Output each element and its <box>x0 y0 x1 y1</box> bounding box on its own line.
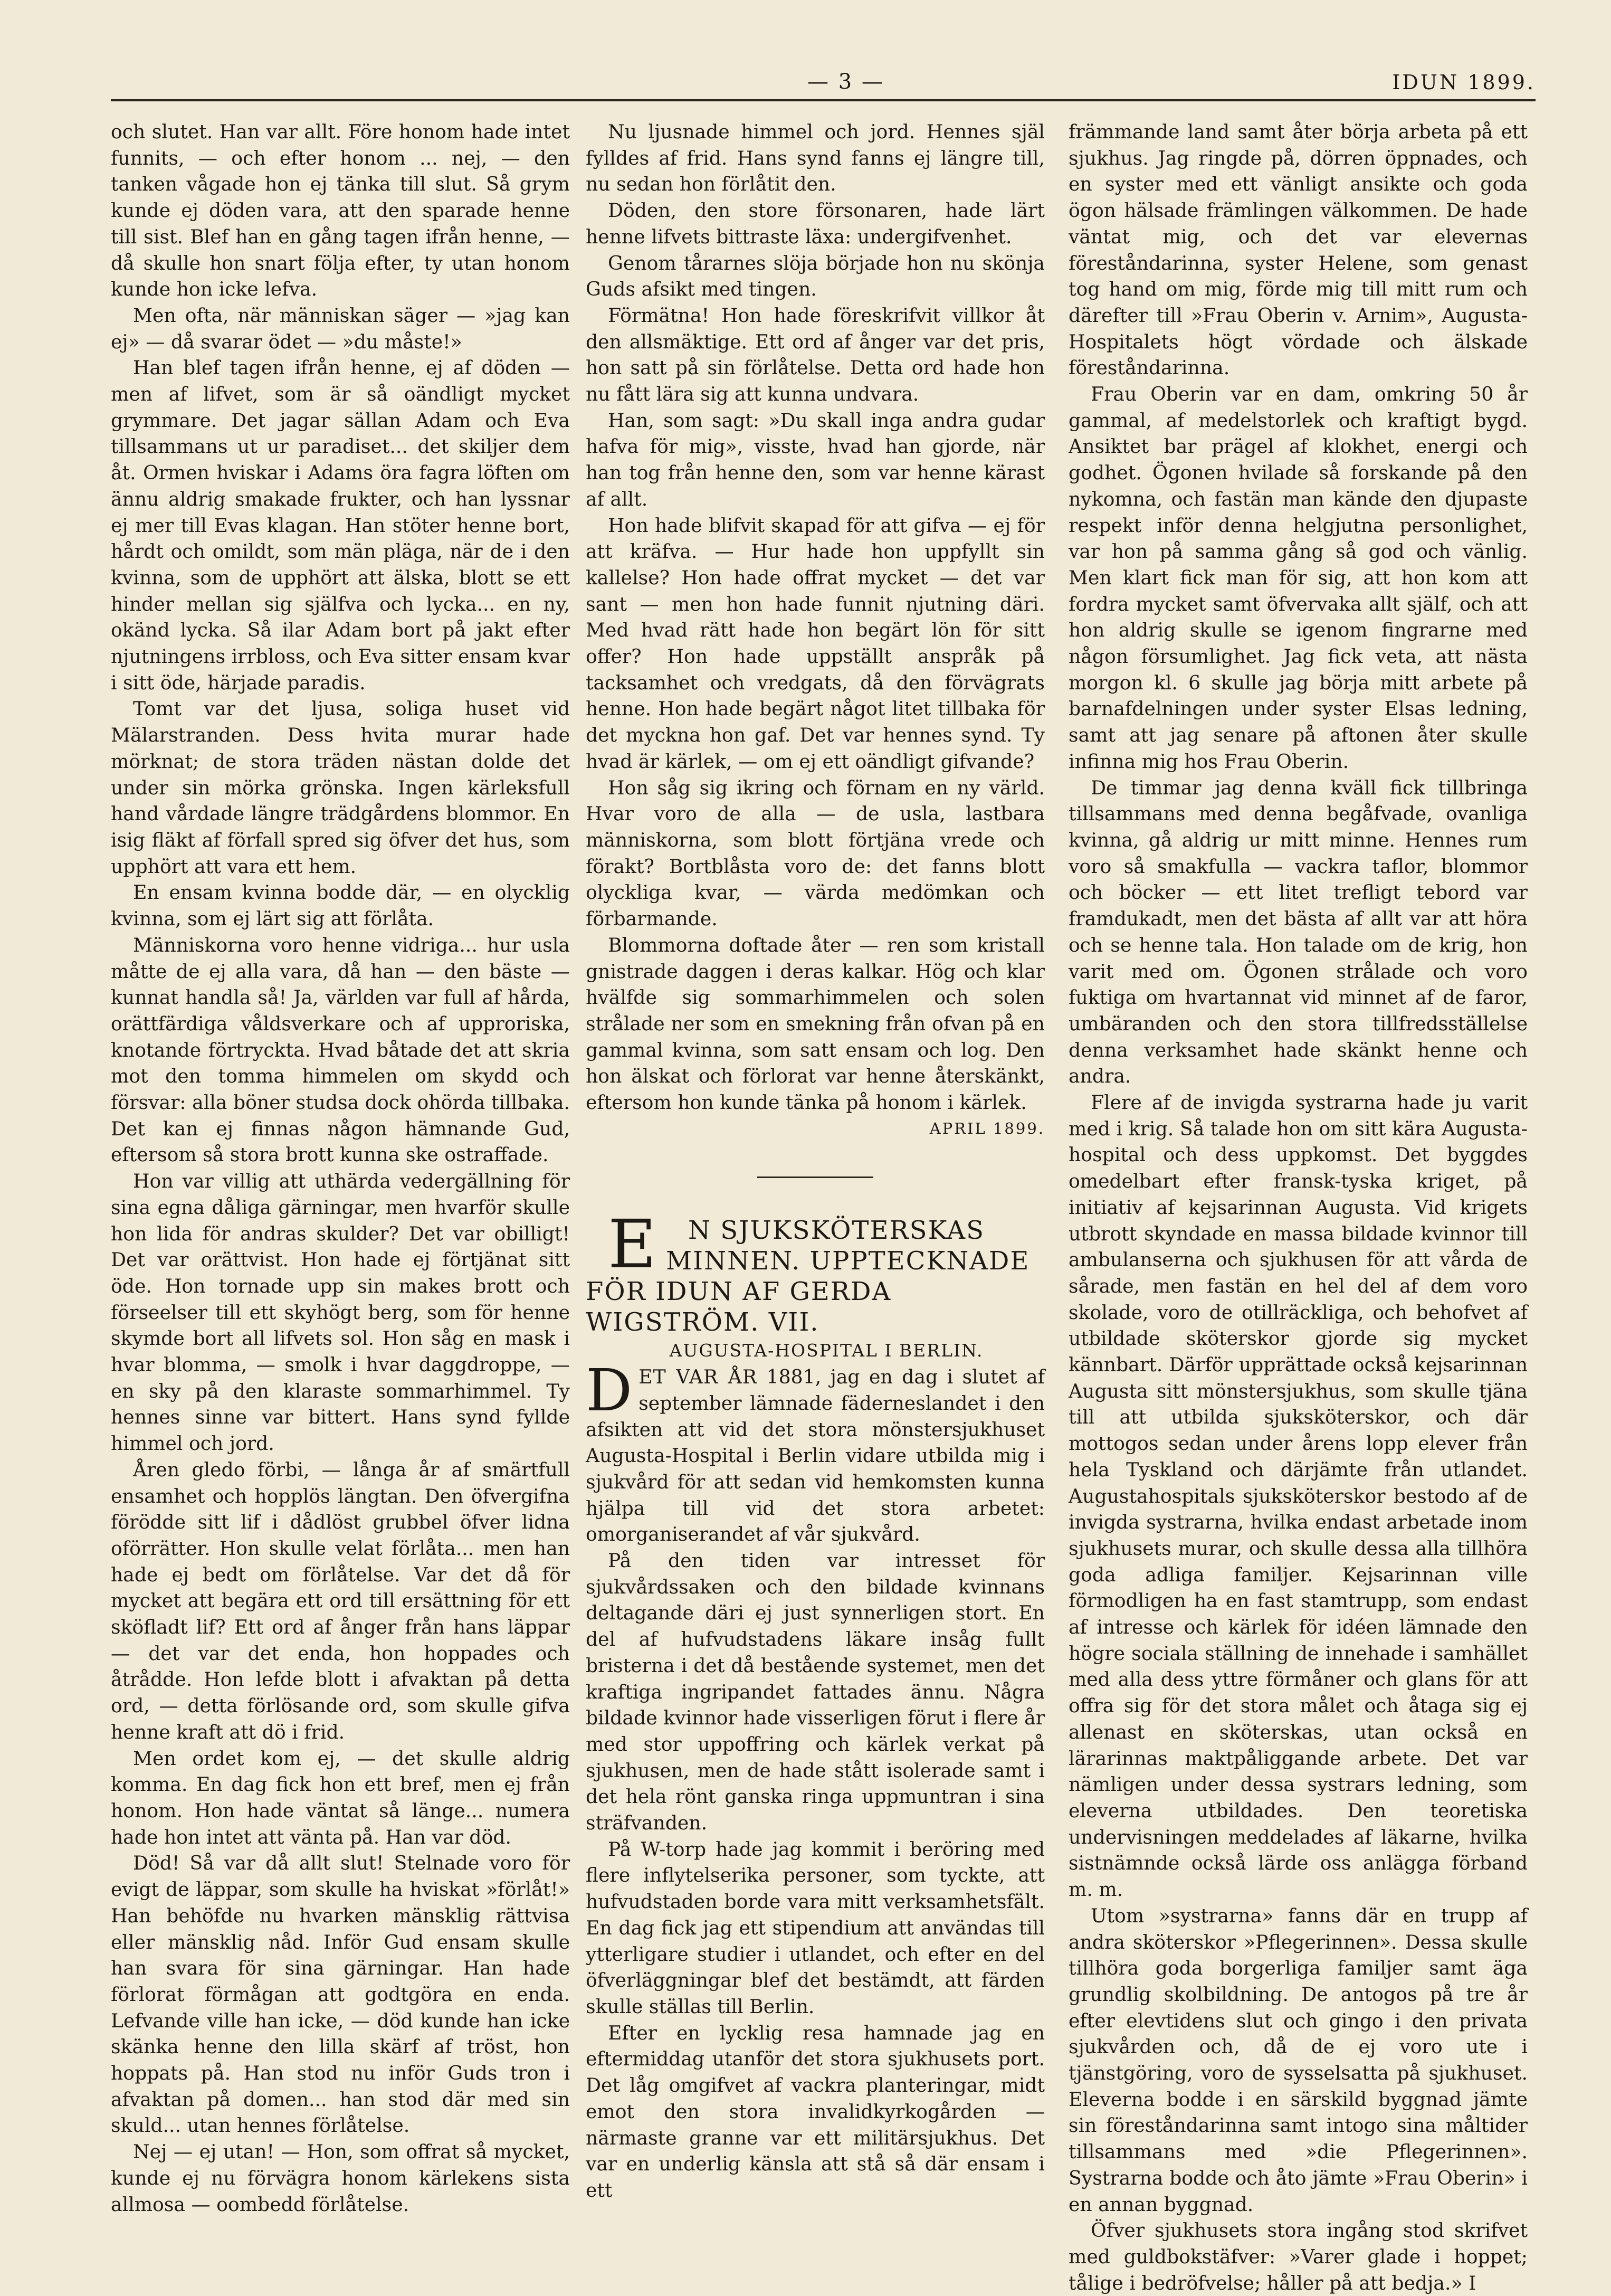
title-text: N SJUKSKÖTERSKAS MINNEN. UPPTECKNADE FÖR IDUN AF GERDA WIGSTRÖM. VII. <box>586 1216 1030 1337</box>
title-drop-cap: E <box>608 1206 657 1284</box>
masthead: IDUN 1899. <box>1392 71 1536 94</box>
paragraph: En ensam kvinna bodde där, — en olycklig kvinna, som ej lärt sig att förlåta. <box>111 881 570 931</box>
page-number: — 3 — <box>807 70 884 94</box>
paragraph: Hon hade blifvit skapad för att gifva — ej för att kräfva. — Hur hade hon uppfyllt sin kallelse? Hon hade offrat mycket — det var sant — men hon hade funnit njutning däri. Med hvad rätt hade hon begärt lön för sitt offer? Hon hade uppställt anspråk på tacksamhet och vredgats, då den förvägrats henne. Hon hade begärt något litet tillbaka för det myckna hon gaf. Det var hennes synd. Ty hvad är kärlek, — om ej ett oändligt gifvande? <box>586 514 1045 773</box>
paragraph: På W-torp hade jag kommit i beröring med flere inflytelserika personer, som tyckte, att hufvudstaden borde vara mitt verksamhetsfält. En dag fick jag ett stipendium att användas till ytterligare studier i utlandet, och efter en del öfverläggningar blef det bestämdt, att färden skulle ställas till Berlin. <box>586 1837 1045 2018</box>
column-2 <box>586 119 1045 2204</box>
article-title <box>586 1206 1045 1337</box>
paragraph: Han, som sagt: »Du skall inga andra gudar hafva för mig», visste, hvad han gjorde, när han tog från henne den, som var henne kärast af allt. <box>586 409 1045 510</box>
paragraph: Men ofta, när människan säger — »jag kan ej» — då svarar ödet — »du måste!» <box>111 303 570 353</box>
paragraph: De timmar jag denna kväll fick tillbringa tillsammans med denna begåfvade, ovanliga kvinna, gå aldrig ur mitt minne. Hennes rum voro så smakfulla — vackra taflor, blommor och böcker — ett litet trefligt tebord var framdukadt, men det bästa af allt var att höra och se henne tala. Hon talade om de krig, hon varit med om. Ögonen strålade och voro fuktiga om hvartannat vid minnet af de faror, umbäranden och den stora tillfredsställelse denna verksamhet hade skänkt henne och andra. <box>1069 776 1528 1088</box>
lead-drop-cap: D <box>586 1356 633 1425</box>
paragraph: Öfver sjukhusets stora ingång stod skrifvet med guldbokstäfver: »Varer glade i hoppet; tålige i bedröfvelse; håller på att bedja.» I <box>1069 2219 1528 2294</box>
paragraph: Nej — ej utan! — Hon, som offrat så mycket, kunde ej nu förvägra honom kärlekens sista allmosa — oombedd förlåtelse. <box>111 2140 570 2216</box>
article-subheading: AUGUSTA-HOSPITAL I BERLIN. <box>669 1340 984 1361</box>
lead-text: 1881, jag en dag i slutet af september lämnade fäderneslandet i den afsikten att vid det stora mönstersjukhuset Augusta-Hospital i Berlin vidare utbilda mig i sjukvård för att sedan vid hemkomsten kunna hjälpa till vid det stora arbetet: omorganiserandet af vår sjukvård. <box>586 1365 1045 1546</box>
column-3 <box>1069 119 1528 2296</box>
story-date: APRIL 1899. <box>929 1119 1045 1137</box>
article-lead-paragraph <box>586 1356 1045 1548</box>
paragraph: På den tiden var intresset för sjukvårdssaken och den bildade kvinnans deltagande däri ej just synnerligen stort. En del af hufvudstadens läkare insåg fullt bristerna i det då bestående systemet, men det kraftiga ingripandet fattades ännu. Några bildade kvinnor hade visserligen förut i flere år med stor uppoffring och kärlek verkat på sjukhusen, men de hade stått isolerade samt i det hela rönt ganska ringa uppmuntran i sina sträfvanden. <box>586 1549 1045 1835</box>
paragraph: Nu ljusnade himmel och jord. Hennes själ fylldes af frid. Hans synd fanns ej längre till, nu sedan hon förlåtit den. <box>586 120 1045 196</box>
paragraph: Döden, den store försonaren, hade lärt henne lifvets bittraste läxa: undergifvenhet. <box>586 199 1045 248</box>
column-1 <box>111 119 570 2217</box>
paragraph: och slutet. Han var allt. Före honom hade intet funnits, — och efter honom ... nej, — den tanken vågade hon ej tänka till slut. Så grym kunde ej döden vara, att den sparade henne till sist. Blef han en gång tagen ifrån henne, — då skulle hon snart följa efter, ty utan honom kunde hon icke lefva. <box>111 120 570 301</box>
paragraph: Blommorna doftade åter — ren som kristall gnistrade daggen i deras kalkar. Hög och klar hvälfde sig sommarhimmelen och solen strålade ner som en smekning från ofvan på en gammal kvinna, som satt ensam och log. Den hon älskat och förlorat var henne återskänkt, eftersom hon kunde tänka på honom i kärlek. <box>586 933 1045 1114</box>
paragraph: Genom tårarnes slöja började hon nu skönja Guds afsikt med tingen. <box>586 251 1045 301</box>
paragraph: Flere af de invigda systrarna hade ju varit med i krig. Så talade hon om sitt kära Augusta-hospital och dess uppkomst. Det byggdes omedelbart efter fransk-tyska kriget, på initiativ af kejsarinnan Augusta. Vid krigets utbrott skyndade en massa bildade kvinnor till ambulanserna och sjukhusen för att vårda de sårade, men fastän en hel del af dem voro skolade, voro de otillräckliga, och behofvet af utbildade sköterskor gjorde sig mycket kännbart. Därför upprättade också kejsarinnan Augusta sitt mönstersjukhus, som skulle tjäna till att utbilda sjuksköterskor, och där mottogos sedan under årens lopp elever från hela Tyskland och därjämte från utlandet. Augustahospitals sjuksköterskor bestodo af de invigda systrarna, hvilka endast arbetade inom sjukhusets murar, och skulle dessa alla tillhöra goda adliga familjer. Kejsarinnan ville förmodligen ha en fast stamtrupp, som endast af intresse och kärlek för idéen lämnade den högre sociala ställning de innehade i samhället med alla dess yttre förmåner och glans för att offra sig för det stora målet och åtaga sig ej allenast en sköterskas, utan också en lärarinnas maktpåliggande arbete. Det var nämligen under dessa systrars ledning, som eleverna utbildades. Den teoretiska undervisningen meddelades af läkarne, hvilka sistnämnde också lärde oss anlägga förband m. m. <box>1069 1091 1528 1901</box>
paragraph: Efter en lycklig resa hamnade jag en eftermiddag utanför det stora sjukhusets port. Det låg omgifvet af vackra planteringar, midt emot den stora invalidkyrkogården — närmaste granne var ett militärsjukhus. Det var en underlig känsla att stå så där ensam i ett <box>586 2021 1045 2202</box>
paragraph: Hon såg sig ikring och förnam en ny värld. Hvar voro de alla — de usla, lastbara människorna, som blott förtjäna vrede och förakt? Bortblåsta voro de: det fanns blott olyckliga kvar, — värda medömkan och förbarmande. <box>586 776 1045 931</box>
paragraph: Frau Oberin var en dam, omkring 50 år gammal, af medelstorlek och kraftigt bygd. Ansiktet bar prägel af klokhet, energi och godhet. Ögonen hvilade så forskande på den nykomna, och fastän man kände den djupaste respekt inför denna helgjutna personlighet, var hon på samma gång så god och vänlig. Men klart fick man för sig, att hon kom att fordra mycket samt öfvervaka allt själf, och att hon aldrig skulle se igenom fingrarne med någon försumlighet. Jag fick veta, att nästa morgon kl. 6 skulle jag börja mitt arbete på barnafdelningen under syster Elsas ledning, samt att jag senare på aftonen åter skulle infinna mig hos Frau Oberin. <box>1069 383 1528 773</box>
paragraph: Förmätna! Hon hade föreskrifvit villkor åt den allsmäktige. Ett ord af ånger var det pris, hon satt på sin förlåtelse. Detta ord hade hon nu fått lära sig att kunna undvara. <box>586 303 1045 406</box>
paragraph: Tomt var det ljusa, soliga huset vid Mälarstranden. Dess hvita murar hade mörknat; de stora träden nästan dolde det under sin mörka grönska. Ingen kärleksfull hand vårdade längre trädgårdens blommor. En isig fläkt af förfall spred sig öfver det hus, som upphört att vara ett hem. <box>111 697 570 878</box>
paragraph: Död! Så var då allt slut! Stelnade voro för evigt de läppar, som skulle ha hviskat »förlåt!» Han behöfde nu hvarken mänsklig rättvisa eller mänsklig nåd. Inför Gud ensam skulle han svara för sina gärningar. Han hade förlorat förmågan att godtgöra en enda. Lefvande ville han icke, — död kunde han icke skänka henne den lilla skärf af tröst, hon hoppats på. Han stod nu inför Guds tron i afvaktan på domen... han stod där med sin skuld... utan hennes förlåtelse. <box>111 1852 570 2137</box>
page-header <box>111 63 1536 100</box>
paragraph: Han blef tagen ifrån henne, ej af döden — men af lifvet, som är så oändligt mycket grymmare. Det jagar sällan Adam och Eva tillsammans ut ur paradiset... det skiljer dem åt. Ormen hviskar i Adams öra fagra löften om ännu aldrig smakade frukter, och han lyssnar ej mer till Evas klagan. Han stöter henne bort, hårdt och omildt, som män pläga, när de i den kvinna, som de upphört att älska, blott se ett hinder mellan sig själfva och lycka... en ny, okänd lycka. Så ilar Adam bort på jakt efter njutningens irrbloss, och Eva sitter ensam kvar i sitt öde, härjade paradis. <box>111 356 570 694</box>
paragraph: Åren gledo förbi, — långa år af smärtfull ensamhet och hopplös längtan. Den öfvergifna förödde sitt lif i dådlöst grubbel öfver lidna oförrätter. Hon skulle velat förlåta... men han hade ej bedt om förlåtelse. Var det då för mycket att begära ett ord till ersättning för ett sköfladt lif? Ett ord af ånger från hans läppar — det var det enda, hon hoppades och åtrådde. Hon lefde blott i afvaktan på detta ord, — detta förlösande ord, som skulle gifva henne kraft att dö i frid. <box>111 1458 570 1743</box>
paragraph: Men ordet kom ej, — det skulle aldrig komma. En dag fick hon ett bref, men ej från honom. Hon hade väntat så länge... numera hade hon intet att vänta på. Han var död. <box>111 1747 570 1848</box>
paragraph: Människorna voro henne vidriga... hur usla måtte de ej alla vara, då han — den bäste — kunnat handla så! Ja, världen var full af hårda, orättfärdiga våldsverkare och af upproriska, knotande förtryckta. Hvad båtade det att skria mot den tomma himmelen om skydd och försvar: alla böner studsa dock ohörda tillbaka. Det kan ej finnas någon hämnande Gud, eftersom så stora brott kunna ske ostraffade. <box>111 933 570 1166</box>
paragraph: Hon var villig att uthärda vedergällning för sina egna dåliga gärningar, men hvarför skulle hon lida för andras skulder? Det var obilligt! Det var orättvist. Hon hade ej förtjänat sitt öde. Hon tornade upp sin makes brott och förseelser till ett skyhögt berg, som för henne skymde bort all lifvets sol. Hon såg en mask i hvar blomma, — smolk i hvar daggdroppe, — en sky på den klaraste sommarhimmel. Ty hennes sinne var bittert. Hans synd fyllde himmel och jord. <box>111 1170 570 1455</box>
paragraph: Utom »systrarna» fanns där en trupp af andra sköterskor »Pflegerinnen». Dessa skulle tillhöra goda borgerliga familjer samt äga grundlig skolbildning. De antogos på tre år efter elevtidens slut och gingo i den privata sjukvården och, då de ej voro ute i tjänstgöring, voro de sysselsatta på sjukhuset. Eleverna bodde i en särskild byggnad jämte sin föreståndarinna samt intogo sina måltider tillsammans med »die Pflegerinnen». Systrarna bodde och åto jämte »Frau Oberin» i en annan byggnad. <box>1069 1904 1528 2216</box>
story-separator <box>757 1177 873 1178</box>
lead-small-caps: ET VAR ÅR <box>638 1365 758 1389</box>
paragraph: främmande land samt åter börja arbeta på ett sjukhus. Jag ringde på, dörren öppnades, och en syster med ett vänligt ansikte och goda ögon hälsade främlingen välkommen. De hade väntat mig, och det var elevernas föreståndarinna, syster Helene, som genast tog hand om mig, förde mig till mitt rum och därefter till »Frau Oberin v. Arnim», Augusta-Hospitalets högt vördade och älskade föreståndarinna. <box>1069 120 1528 379</box>
header-rule <box>111 99 1536 101</box>
